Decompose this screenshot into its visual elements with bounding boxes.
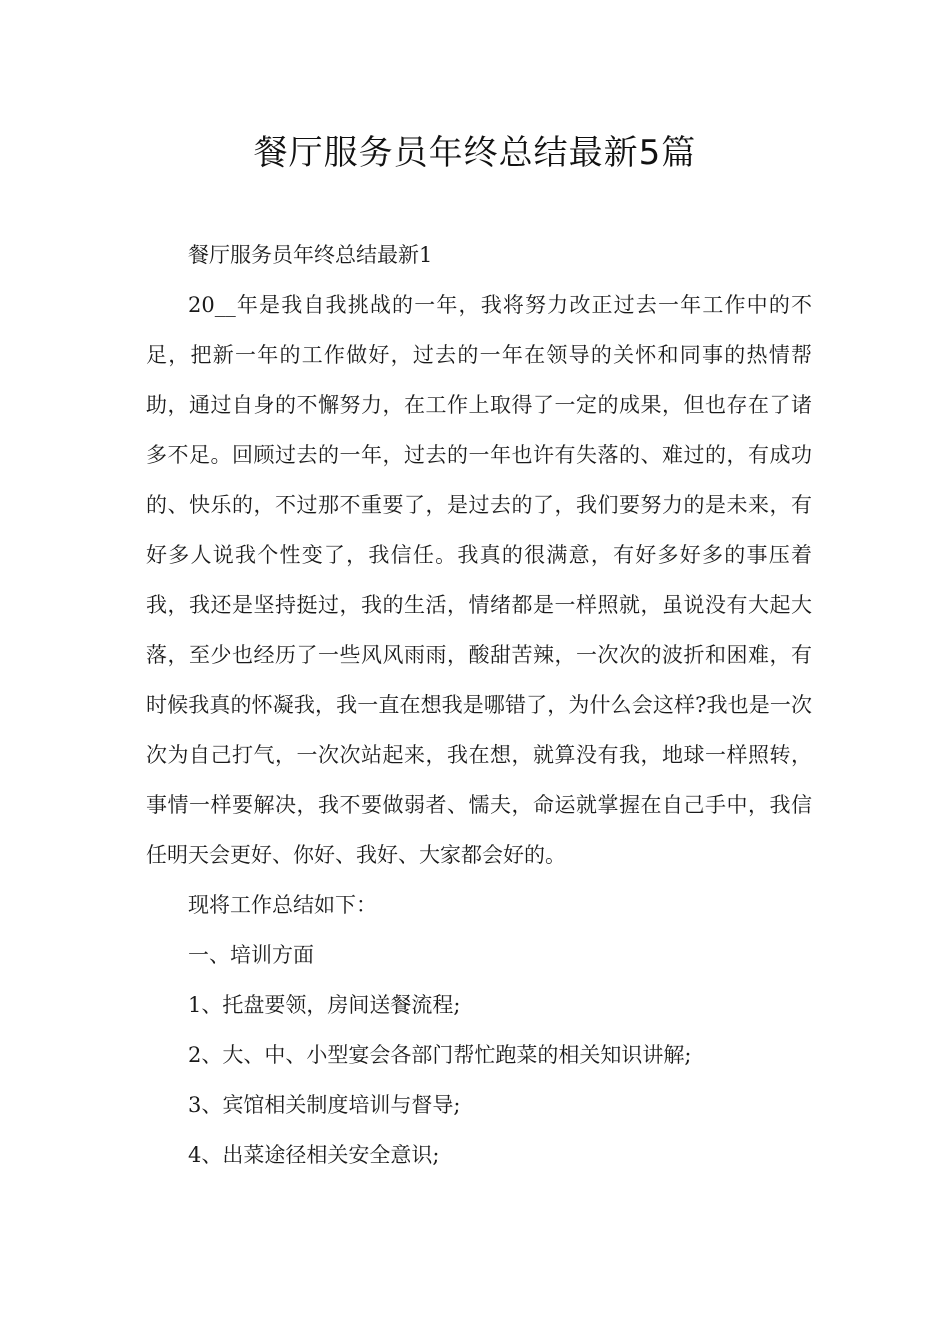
body-paragraph: 20__年是我自我挑战的一年，我将努力改正过去一年工作中的不足，把新一年的工作做好，过去的一年在领导的关怀和同事的热情帮助，通过自身的不懈努力，在工作上取得了一定的成果，但也存在了诸多不足。回顾过去的一年，过去的一年也许有失落的、难过的，有成功的、快乐的，不过那不重要了，是过去的了，我们要努力的是未来，有好多人说我个性变了，我信任。我真的很满意，有好多好多的事压着我，我还是坚持挺过，我的生活，情绪都是一样照就，虽说没有大起大落，至少也经历了一些风风雨雨，酸甜苦辣，一次次的波折和困难，有时候我真的怀凝我，我一直在想我是哪错了，为什么会这样?我也是一次次为自己打气，一次次站起来，我在想，就算没有我，地球一样照转，事情一样要解决，我不要做弱者、懦夫，命运就掌握在自己手中，我信任明天会更好、你好、我好、大家都会好的。 <box>146 293 812 867</box>
section-heading: 一、培训方面 <box>188 943 314 967</box>
list-item: 4、出菜途径相关安全意识; <box>188 1143 440 1167</box>
document-title: 餐厅服务员年终总结最新5篇 <box>253 133 697 173</box>
section-heading: 餐厅服务员年终总结最新1 <box>188 243 433 267</box>
list-item: 3、宾馆相关制度培训与督导; <box>188 1093 461 1117</box>
list-item: 1、托盘要领，房间送餐流程; <box>188 993 461 1017</box>
body-paragraph: 现将工作总结如下： <box>188 893 377 917</box>
document-body <box>146 230 812 1180</box>
list-item: 2、大、中、小型宴会各部门帮忙跑菜的相关知识讲解; <box>188 1043 692 1067</box>
